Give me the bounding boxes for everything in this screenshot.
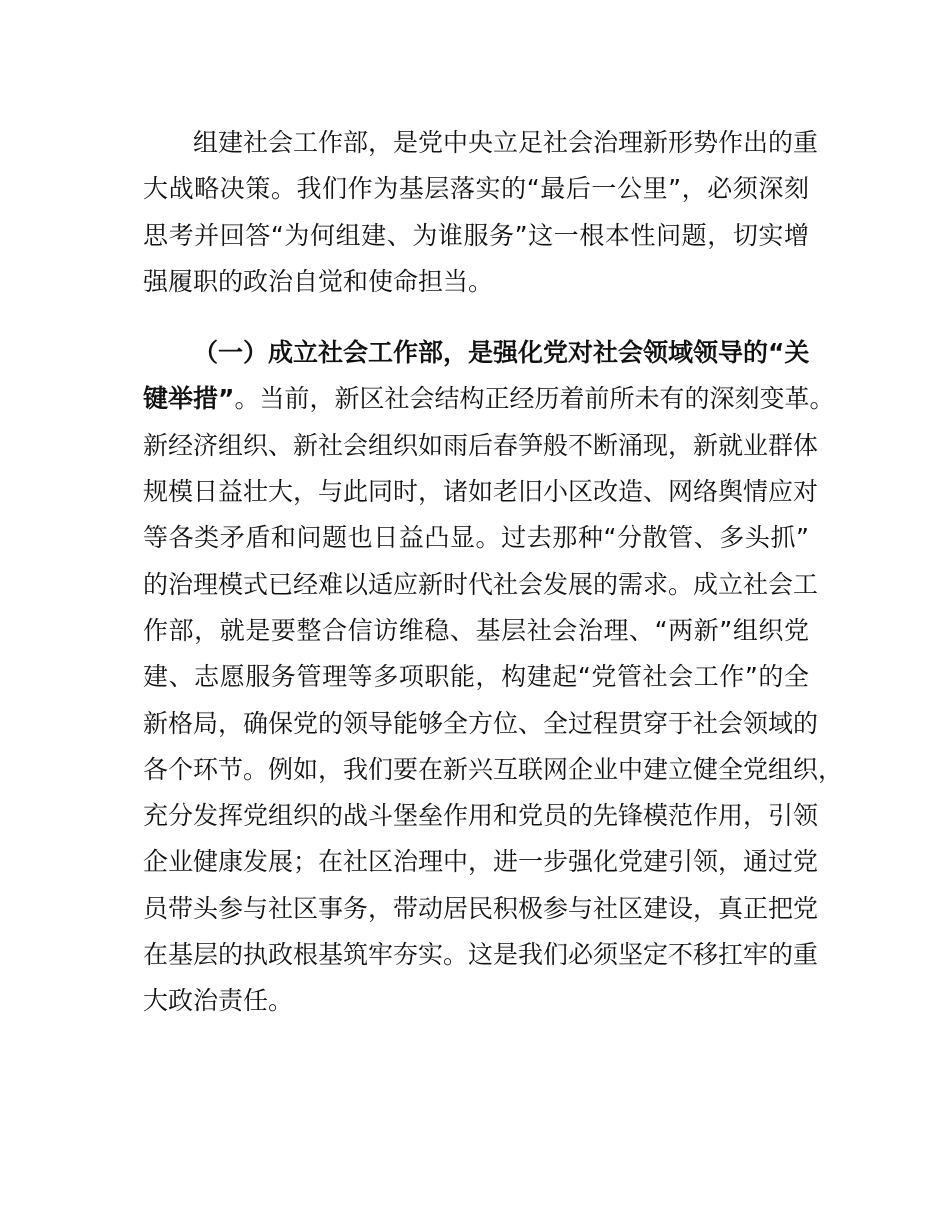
text-span: 。当前，新区社会结构正经历着前所未有的深刻变革。 — [234, 384, 835, 414]
text-line: 组建社会工作部，是党中央立足社会治理新形势作出的重 — [193, 128, 819, 157]
text-line: 各个环节。例如，我们要在新兴互联网企业中建立健全党组织， — [143, 754, 844, 784]
section-heading: （一）成立社会工作部，是强化党对社会领域领导的“关 — [193, 338, 810, 368]
text-line: 大战略决策。我们作为基层落实的“最后一公里”，必须深刻 — [143, 174, 809, 204]
paragraph-section-1 — [143, 330, 844, 1024]
text-line: 规模日益壮大，与此同时，诸如老旧小区改造、网络舆情应对 — [143, 477, 819, 507]
text-line — [143, 376, 835, 422]
document-page — [143, 120, 844, 1050]
text-line: 的治理模式已经难以适应新时代社会发展的需求。成立社会工 — [143, 569, 819, 599]
text-line: 新格局，确保党的领导能够全方位、全过程贯穿于社会领域的 — [143, 708, 819, 738]
text-line: 等各类矛盾和问题也日益凸显。过去那种“分散管、多头抓” — [143, 523, 809, 553]
text-line: 员带头参与社区事务，带动居民积极参与社区建设，真正把党 — [143, 893, 819, 923]
text-line: 充分发挥党组织的战斗堡垒作用和党员的先锋模范作用，引领 — [143, 801, 819, 831]
section-heading-end: 键举措” — [143, 384, 235, 414]
text-line: 强履职的政治自觉和使命担当。 — [143, 266, 494, 296]
text-line: 作部，就是要整合信访维稳、基层社会治理、“两新”组织党 — [143, 615, 809, 645]
text-line: 企业健康发展；在社区治理中，进一步强化党建引领，通过党 — [143, 847, 819, 877]
text-line: 新经济组织、新社会组织如雨后春笋般不断涌现，新就业群体 — [143, 430, 819, 460]
text-line: 大政治责任。 — [143, 986, 294, 1016]
paragraph-intro — [143, 120, 819, 305]
text-line: 在基层的执政根基筑牢夯实。这是我们必须坚定不移扛牢的重 — [143, 940, 819, 970]
text-line: 思考并回答“为何组建、为谁服务”这一根本性问题，切实增 — [143, 220, 809, 250]
text-line: 建、志愿服务管理等多项职能，构建起“党管社会工作”的全 — [143, 662, 809, 692]
